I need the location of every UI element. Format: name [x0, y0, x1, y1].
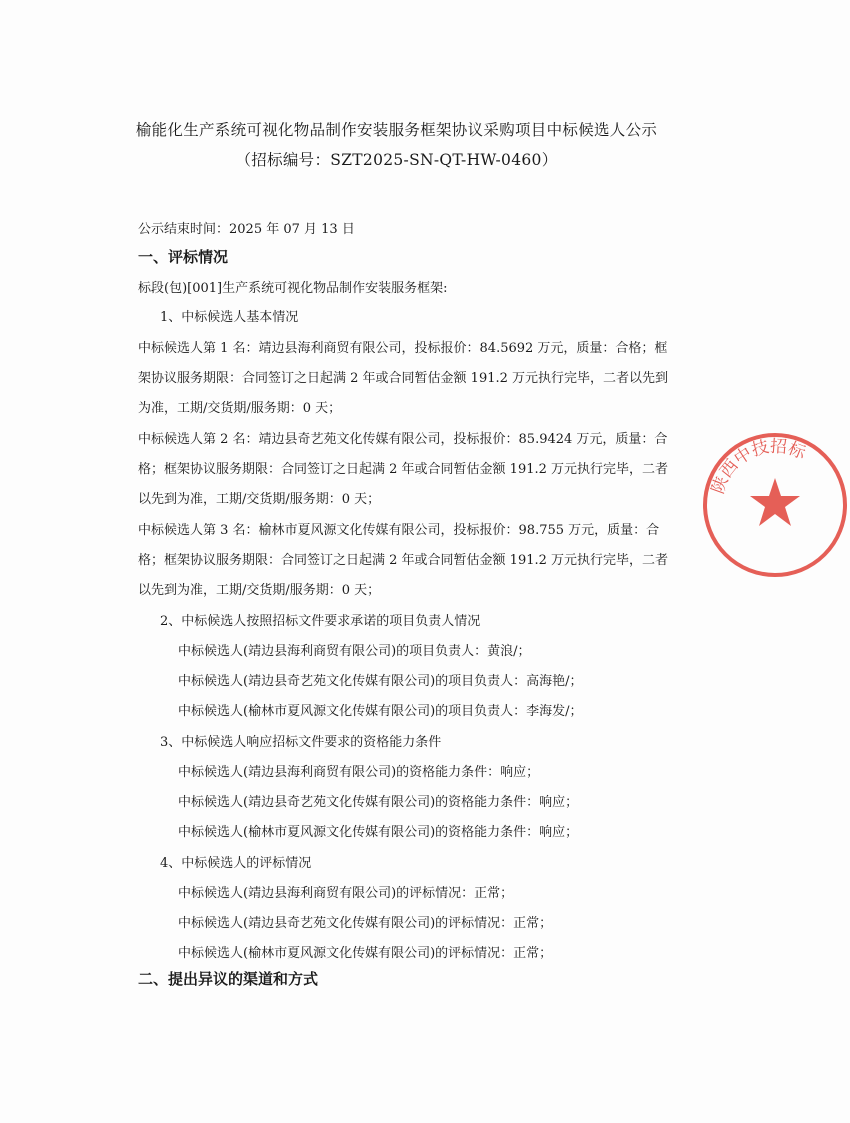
- qualification-2: 中标候选人(靖边县奇艺苑文化传媒有限公司)的资格能力条件：响应；: [178, 795, 579, 810]
- section-heading-objection: 二、提出异议的渠道和方式: [138, 970, 319, 988]
- subsection-qualification: 3、中标候选人响应招标文件要求的资格能力条件: [160, 735, 442, 750]
- qualification-1: 中标候选人(靖边县海利商贸有限公司)的资格能力条件：响应；: [178, 765, 540, 780]
- evaluation-3: 中标候选人(榆林市夏风源文化传媒有限公司)的评标情况：正常；: [178, 946, 553, 961]
- svg-text:陕西中技招标: [707, 437, 809, 497]
- evaluation-2: 中标候选人(靖边县奇艺苑文化传媒有限公司)的评标情况：正常；: [178, 916, 553, 931]
- official-seal-stamp: [700, 430, 850, 580]
- lot-line: 标段(包)[001]生产系统可视化物品制作安装服务框架:: [138, 281, 448, 296]
- candidate-2-line-2: 格；框架协议服务期限：合同签订之日起满 2 年或合同暂估金额 191.2 万元执行完毕，二者: [138, 462, 669, 477]
- subsection-project-manager: 2、中标候选人按照招标文件要求承诺的项目负责人情况: [160, 614, 481, 629]
- evaluation-1: 中标候选人(靖边县海利商贸有限公司)的评标情况：正常；: [178, 886, 514, 901]
- candidate-1-line-2: 架协议服务期限：合同签订之日起满 2 年或合同暂估金额 191.2 万元执行完毕，二者以先到: [138, 371, 669, 386]
- candidate-3-line-3: 以先到为准，工期/交货期/服务期：0 天；: [138, 583, 381, 598]
- subsection-basic-info: 1、中标候选人基本情况: [160, 310, 299, 325]
- tender-number: （招标编号：SZT2025-SN-QT-HW-0460）: [235, 151, 558, 169]
- subsection-evaluation: 4、中标候选人的评标情况: [160, 856, 312, 871]
- project-manager-3: 中标候选人(榆林市夏风源文化传媒有限公司)的项目负责人：李海发/；: [178, 704, 583, 719]
- publicity-end-time: 公示结束时间：2025 年 07 月 13 日: [138, 222, 355, 237]
- section-heading-evaluation: 一、评标情况: [138, 248, 229, 266]
- seal-text: 陕西中技招标: [708, 436, 809, 497]
- candidate-1-line-1: 中标候选人第 1 名：靖边县海利商贸有限公司，投标报价：84.5692 万元，质量：合格；框: [138, 341, 668, 356]
- document-title: 榆能化生产系统可视化物品制作安装服务框架协议采购项目中标候选人公示: [135, 121, 658, 139]
- candidate-1-line-3: 为准，工期/交货期/服务期：0 天；: [138, 401, 342, 416]
- candidate-3-line-2: 格；框架协议服务期限：合同签订之日起满 2 年或合同暂估金额 191.2 万元执行完毕，二者: [138, 553, 669, 568]
- candidate-3-line-1: 中标候选人第 3 名：榆林市夏风源文化传媒有限公司，投标报价：98.755 万元，质量：合: [138, 523, 660, 538]
- qualification-3: 中标候选人(榆林市夏风源文化传媒有限公司)的资格能力条件：响应；: [178, 825, 579, 840]
- candidate-2-line-3: 以先到为准，工期/交货期/服务期：0 天；: [138, 492, 381, 507]
- candidate-2-line-1: 中标候选人第 2 名：靖边县奇艺苑文化传媒有限公司，投标报价：85.9424 万元，质量：合: [138, 432, 668, 447]
- project-manager-2: 中标候选人(靖边县奇艺苑文化传媒有限公司)的项目负责人：高海艳/；: [178, 674, 583, 689]
- project-manager-1: 中标候选人(靖边县海利商贸有限公司)的项目负责人：黄浪/；: [178, 644, 531, 659]
